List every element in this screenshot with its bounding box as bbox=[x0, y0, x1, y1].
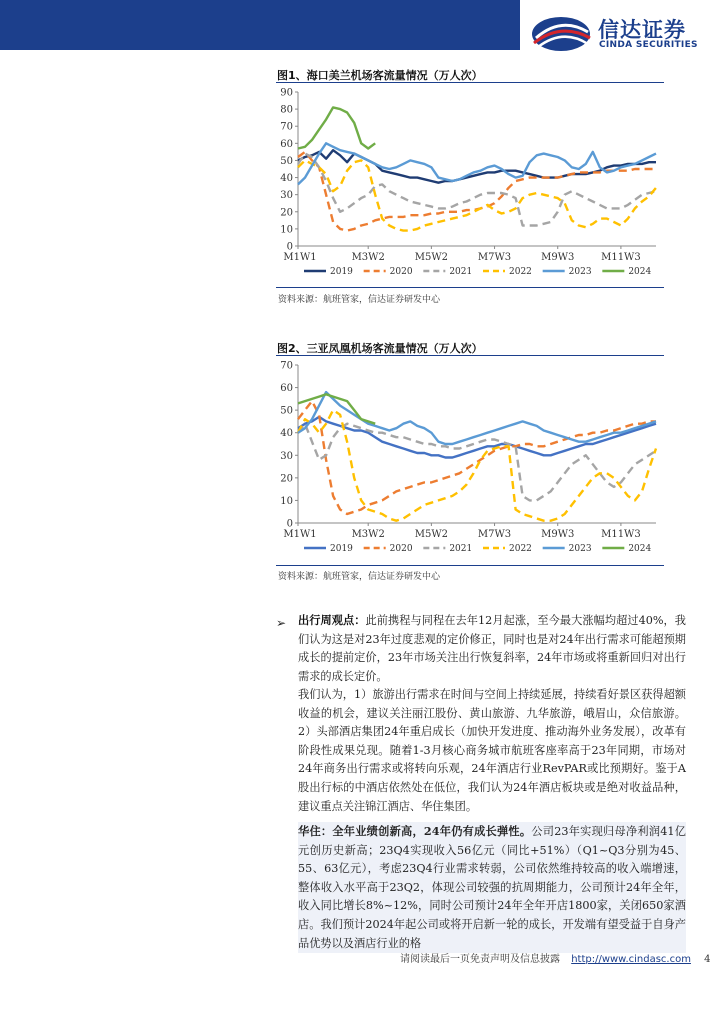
fig2-x-tick-label: M1W1 bbox=[283, 529, 317, 540]
figure2-title: 图2、三亚凤凰机场客流量情况（万人次） bbox=[277, 342, 483, 355]
fig2-y-tick-label: 60 bbox=[280, 383, 293, 395]
paragraph-travel-view-head: 出行周观点： bbox=[298, 613, 366, 627]
fig2-series-2023 bbox=[298, 392, 656, 444]
figure1-title: 图1、海口美兰机场客流量情况（万人次） bbox=[277, 69, 483, 82]
fig2-legend-label-2019: 2019 bbox=[330, 544, 353, 554]
figure2-chart bbox=[276, 357, 664, 562]
fig2-y-tick-label: 50 bbox=[280, 405, 293, 417]
fig2-y-tick-label: 20 bbox=[280, 473, 293, 485]
fig1-y-tick-label: 30 bbox=[280, 190, 293, 202]
bullet-icon: ➢ bbox=[276, 616, 287, 630]
fig1-series-2021 bbox=[298, 154, 656, 226]
fig1-legend-label-2019: 2019 bbox=[330, 267, 353, 277]
cinda-logo bbox=[530, 12, 720, 54]
figure2-source: 资料来源：航班管家，信达证券研发中心 bbox=[278, 572, 441, 582]
fig1-y-tick-label: 20 bbox=[280, 207, 293, 219]
logo-cn-text: 信达证券 bbox=[598, 18, 686, 42]
fig1-y-tick-label: 70 bbox=[280, 121, 293, 133]
fig2-legend-label-2020: 2020 bbox=[389, 544, 413, 554]
fig1-x-tick-label: M3W2 bbox=[351, 252, 385, 263]
figure1-top-rule bbox=[276, 82, 664, 83]
figure1-source: 资料来源：航班管家，信达证券研发中心 bbox=[278, 295, 441, 305]
fig2-legend-label-2023: 2023 bbox=[568, 544, 592, 554]
paragraph-travel-view bbox=[298, 611, 686, 686]
page-number: 4 bbox=[704, 954, 711, 965]
header-bar bbox=[0, 0, 520, 50]
fig2-series-2024 bbox=[298, 394, 375, 423]
paragraph-huazhu-body: 公司23年实现归母净利润41亿元创历史新高；23Q4实现收入56亿元（同比+51%）（Q1~Q3分别为45、55、63亿元），考虑23Q4行业需求转弱，公司依然维持较高的收入端增速，整体收入水平高于23Q2，体现公司较强的抗周期能力，公司预计24年全年，收入同比增长8%~12%，同时公司预计24年全年开店1800家，关闭650家酒店。我们预计2024年起公司或将开启新一轮的成长，开发端有望受益于自身产品优势以及酒店行业的格 bbox=[298, 825, 686, 950]
fig1-series-2024 bbox=[298, 107, 375, 148]
footer bbox=[400, 950, 711, 965]
figure1-chart-svg bbox=[276, 84, 664, 284]
figure1-chart bbox=[276, 84, 664, 284]
footer-url-link[interactable]: http://www.cindasc.com bbox=[571, 954, 691, 965]
fig2-x-tick-label: M9W3 bbox=[541, 529, 575, 540]
fig2-y-tick-label: 30 bbox=[280, 450, 293, 462]
cinda-globe-icon bbox=[530, 12, 592, 52]
fig2-y-tick-label: 0 bbox=[286, 518, 293, 530]
logo-en-text: CINDA SECURITIES bbox=[599, 40, 698, 50]
fig2-x-tick-label: M3W2 bbox=[351, 529, 385, 540]
figure2-bottom-rule bbox=[276, 565, 664, 566]
fig1-y-tick-label: 80 bbox=[280, 104, 293, 116]
paragraph-huazhu-head: 华住：全年业绩创新高，24年仍有成长弹性。 bbox=[298, 824, 532, 838]
footer-disclaimer: 请阅读最后一页免责声明及信息披露 bbox=[400, 954, 560, 965]
fig2-y-tick-label: 10 bbox=[280, 495, 293, 507]
fig2-series-2020 bbox=[298, 401, 656, 514]
fig1-legend-label-2024: 2024 bbox=[628, 267, 652, 277]
fig2-legend-label-2024: 2024 bbox=[628, 544, 652, 554]
fig2-legend-label-2021: 2021 bbox=[449, 544, 473, 554]
fig1-y-tick-label: 40 bbox=[280, 173, 293, 185]
fig1-x-tick-label: M7W3 bbox=[477, 252, 512, 263]
fig1-series-2023 bbox=[298, 143, 656, 184]
paragraph-outlook: 我们认为，1）旅游出行需求在时间与空间上持续延展，持续看好景区获得超额收益的机会，建议关注丽江股份、黄山旅游、九华旅游，峨眉山，众信旅游。2）头部酒店集团24年重启成长（加快开发进度、推动海外业务发展），改革有阶段性成果兑现。随着1-3月核心商务城市航班客座率高于23年同期，市场对24年商务出行需求或将转向乐观，24年酒店行业RevPAR或比预期好。鉴于A股出行标的中酒店依然处在低位，我们认为24年酒店板块或是绝对收益品种，建议重点关注锦江酒店、华住集团。 bbox=[298, 688, 686, 813]
fig1-x-tick-label: M5W2 bbox=[414, 252, 448, 263]
fig2-y-tick-label: 70 bbox=[280, 360, 293, 372]
fig2-x-tick-label: M5W2 bbox=[414, 529, 448, 540]
fig2-x-tick-label: M7W3 bbox=[477, 529, 512, 540]
paragraph-huazhu bbox=[298, 822, 686, 953]
fig1-legend-label-2022: 2022 bbox=[509, 267, 532, 277]
figure2-chart-svg bbox=[276, 357, 664, 562]
fig1-y-tick-label: 90 bbox=[280, 87, 293, 99]
fig1-legend-label-2020: 2020 bbox=[389, 267, 413, 277]
fig1-y-tick-label: 60 bbox=[280, 138, 293, 150]
fig1-x-tick-label: M1W1 bbox=[283, 252, 317, 263]
fig1-y-tick-label: 50 bbox=[280, 155, 293, 167]
fig1-legend-label-2023: 2023 bbox=[568, 267, 592, 277]
figure2-top-rule bbox=[276, 355, 664, 356]
paragraph-travel-view-body: 此前携程与同程在去年12月起涨，至今最大涨幅均超过40%，我们认为这是对23年过度悲观的定价修正，同时也是对24年出行需求可能超预期成长的提前定价，23年市场关注出行恢复斜率，24年市场或将重新回归对出行需求的成长定价。 bbox=[298, 614, 686, 683]
fig2-x-tick-label: M11W3 bbox=[601, 529, 641, 540]
fig2-series-2022 bbox=[298, 410, 656, 521]
fig1-legend-label-2021: 2021 bbox=[449, 267, 473, 277]
fig2-legend-label-2022: 2022 bbox=[509, 544, 532, 554]
fig2-y-tick-label: 40 bbox=[280, 428, 293, 440]
fig1-y-tick-label: 10 bbox=[280, 224, 293, 236]
fig1-y-tick-label: 0 bbox=[286, 241, 293, 253]
figure1-bottom-rule bbox=[276, 287, 664, 288]
fig1-x-tick-label: M11W3 bbox=[601, 252, 641, 263]
fig1-x-tick-label: M9W3 bbox=[541, 252, 575, 263]
